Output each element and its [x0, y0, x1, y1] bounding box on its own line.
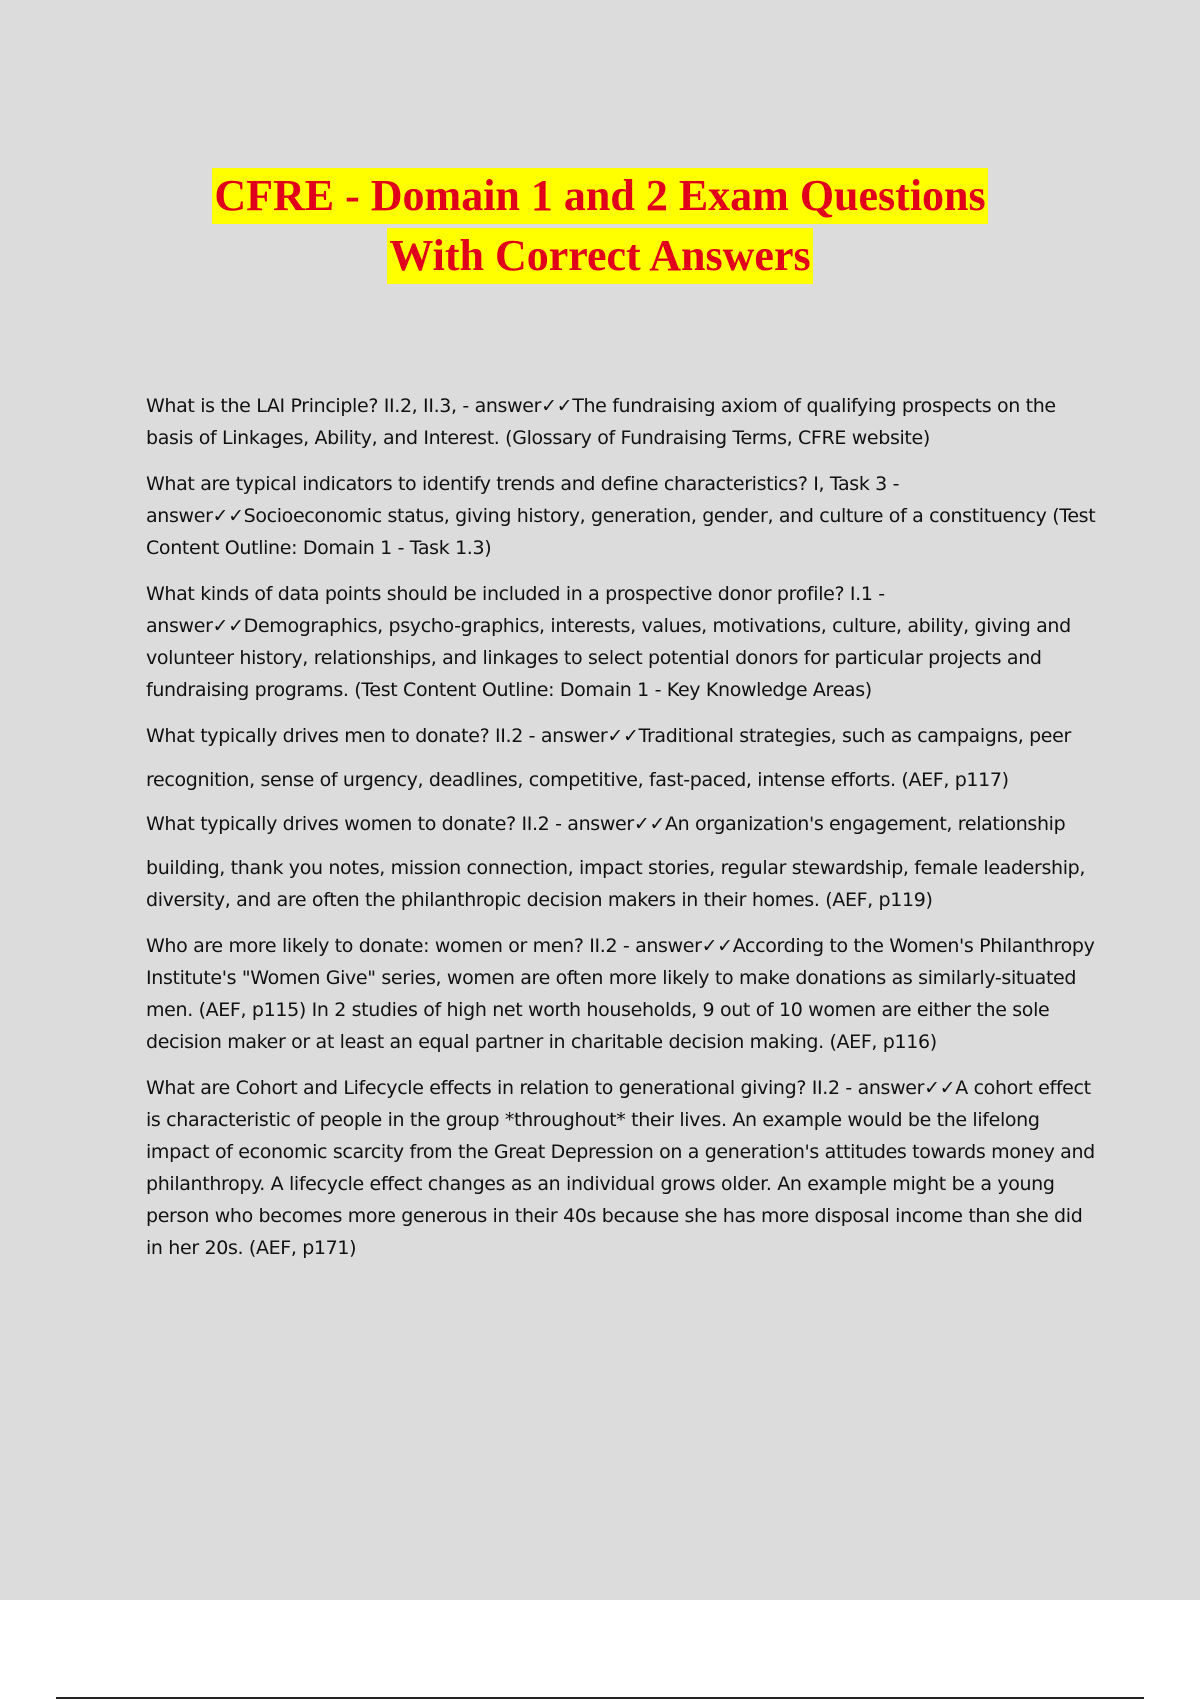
qa-item: What are Cohort and Lifecycle effects in relation to generational giving? II.2 - answer✓✓A cohort effect is characteristic of people in the group *throughout* their lives. An example would be the lifelong impact of economic scarcity from the Great Depression on a generation's attitudes towards money and philanthropy. A lifecycle effect changes as an individual grows older. An example might be a young person who becomes more generous in their 40s because she has more disposal income than she did in her 20s. (AEF, p171) — [146, 1077, 1095, 1259]
footer-divider — [56, 1697, 1144, 1699]
qa-item-continuation: building, thank you notes, mission connection, impact stories, regular stewardship, female leadership, diversity, and are often the philanthropic decision makers in their homes. (AEF, p119) — [146, 857, 1086, 911]
qa-item: What are typical indicators to identify trends and define characteristics? I, Task 3 - answer✓✓Socioeconomic status, giving history, generation, gender, and culture of a constituency (Test Content Outline: Domain 1 - Task 1.3) — [146, 473, 1096, 559]
qa-item: Who are more likely to donate: women or men? II.2 - answer✓✓According to the Women's Philanthropy Institute's "Women Give" series, women are often more likely to make donations as similarly-situated men. (AEF, p115) In 2 studies of high net worth households, 9 out of 10 women are either the sole decision maker or at least an equal partner in charitable decision making. (AEF, p116) — [146, 935, 1095, 1053]
qa-item: What typically drives men to donate? II.2 - answer✓✓Traditional strategies, such as campaigns, peer — [146, 725, 1071, 747]
title-line-2: With Correct Answers — [387, 228, 812, 284]
qa-item: What typically drives women to donate? II.2 - answer✓✓An organization's engagement, relationship — [146, 813, 1066, 835]
title-line-1: CFRE - Domain 1 and 2 Exam Questions — [212, 168, 987, 224]
document-title — [0, 168, 1200, 288]
qa-list — [146, 390, 1096, 1278]
qa-item: What is the LAI Principle? II.2, II.3, - answer✓✓The fundraising axiom of qualifying prospects on the basis of Linkages, Ability, and Interest. (Glossary of Fundraising Terms, CFRE website) — [146, 395, 1056, 449]
qa-item: What kinds of data points should be included in a prospective donor profile? I.1 - answer✓✓Demographics, psycho-graphics, interests, values, motivations, culture, ability, giving and volunteer history, relationships, and linkages to select potential donors for particular projects and fundraising programs. (Test Content Outline: Domain 1 - Key Knowledge Areas) — [146, 583, 1071, 701]
qa-item-continuation: recognition, sense of urgency, deadlines, competitive, fast-paced, intense efforts. (AEF, p117) — [146, 769, 1009, 791]
